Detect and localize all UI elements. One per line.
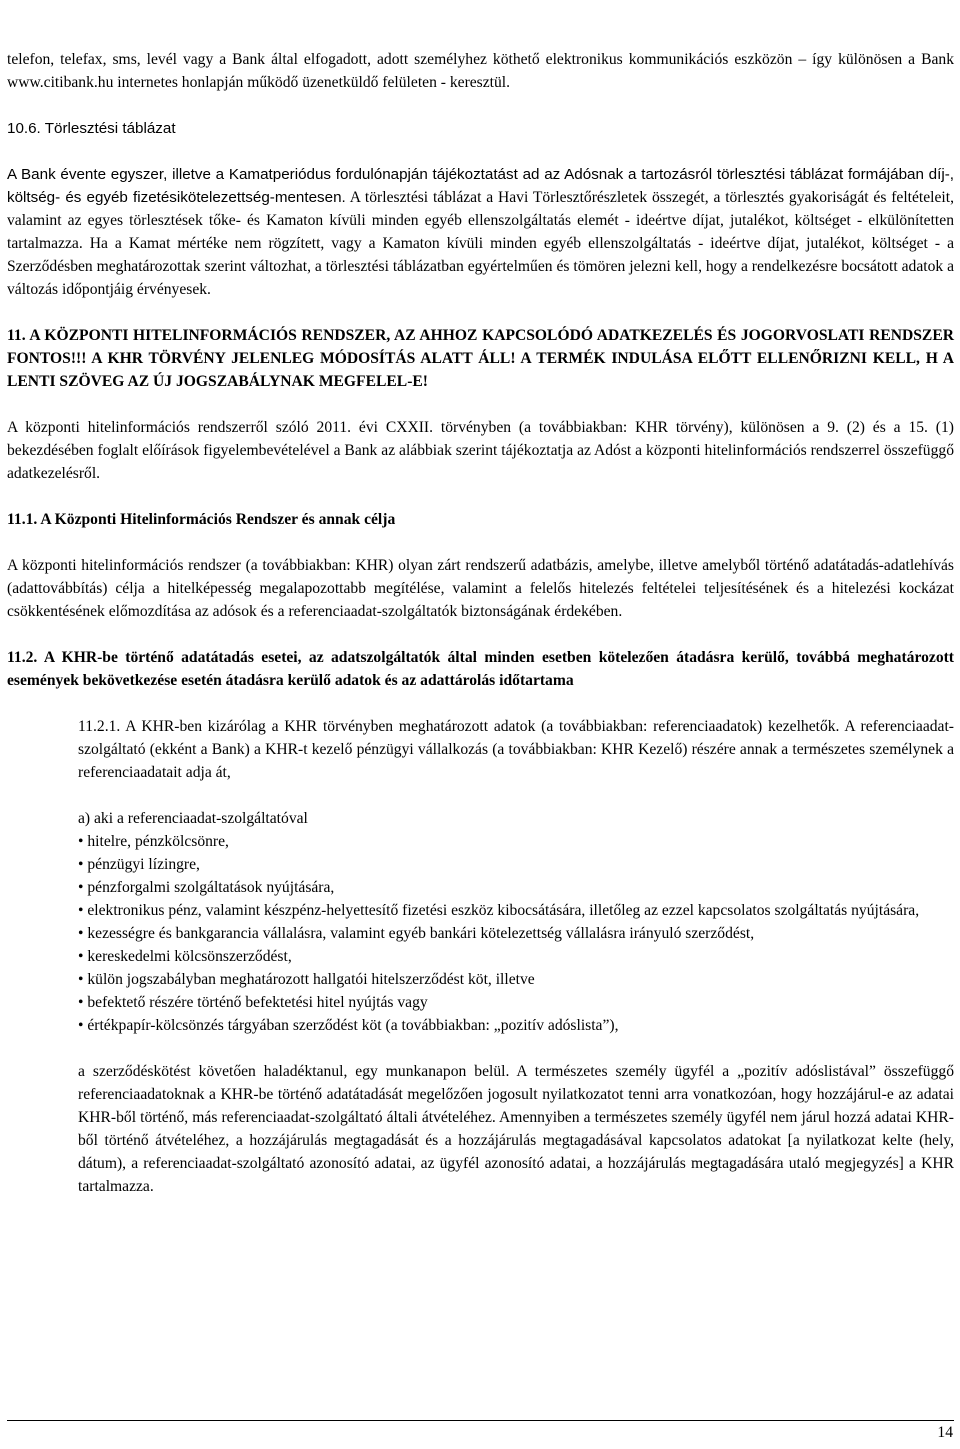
referenceadat-list <box>7 807 954 1037</box>
section-10-6-heading: 10.6. Törlesztési táblázat <box>7 120 176 137</box>
intro-paragraph: telefon, telefax, sms, levél vagy a Bank által elfogadott, adott személyhez köthető elektronikus kommunikációs eszközön – így különösen a Bank www.citibank.hu internetes honlapján működő üzenetküldő felületen - keresztül. <box>7 51 954 91</box>
section-11-heading: 11. A KÖZPONTI HITELINFORMÁCIÓS RENDSZER, AZ AHHOZ KAPCSOLÓDÓ ADATKEZELÉS ÉS JOGORVOSLATI RENDSZER FONTOS!!! A KHR TÖRVÉNY JELENLEG MÓDOSÍTÁS ALATT ÁLL! A TERMÉK INDULÁSA ELŐTT ELLENŐRIZNI KELL, H A LENTI SZÖVEG AZ ÚJ JOGSZABÁLYNAK MEGFELEL-E! <box>7 327 954 390</box>
section-11-1-body: A központi hitelinformációs rendszer (a továbbiakban: KHR) olyan zárt rendszerű adatbázis, amelybe, illetve amelyből történő adatátadás-adatlehívás (adattovábbítás) célja a hitelképesség megalapozottabb megítélése, valamint a felelős hitelezés feltételei teljesítésének és a hitelezési kockázat csökkentésének előmozdítása az adósok és a referenciaadat-szolgáltatók biztonságának érdekében. <box>7 557 954 620</box>
list-item: • elektronikus pénz, valamint készpénz-helyettesítő fizetési eszköz kibocsátására, illetőleg az ezzel kapcsolatos szolgáltatás nyújtására, <box>78 902 920 919</box>
list-item: • pénzügyi lízingre, <box>78 856 200 873</box>
section-11-2-1-closing: a szerződéskötést követően haladéktanul, egy munkanapon belül. A természetes személy ügyfél a „pozitív adóslistával” összefüggő referenciaadatoknak a KHR-be történő adatátadását megelőzően jogosult nyilatkozatot tenni arra vonatkozóan, hogy hozzájárul-e az adatai KHR-ből történő, más referenciaadat-szolgáltató általi átvételéhez. Amennyiben a természetes személy ügyfél nem járul hozzá adatai KHR-ből történő átvételéhez, a hozzájárulás megtagadását és a hozzájárulás megtagadásával kapcsolatos adatokat [a nyilatkozat kelte (hely, dátum), a referenciaadat-szolgáltató azonosító adatai, az ügyfél azonosító adatai, a hozzájárulás megtagadására utaló megjegyzés] a KHR tartalmazza. <box>78 1063 954 1195</box>
page-number: 14 <box>937 1424 953 1441</box>
footer-divider <box>7 1420 954 1421</box>
list-item: • befektető részére történő befektetési hitel nyújtás vagy <box>78 994 428 1011</box>
section-10-6-body <box>7 163 954 301</box>
list-item: • kereskedelmi kölcsönszerződést, <box>78 948 292 965</box>
section-11-2-1-body: 11.2.1. A KHR-ben kizárólag a KHR törvényben meghatározott adatok (a továbbiakban: referenciaadatok) kezelhetők. A referenciaadat-szolgáltató (ekként a Bank) a KHR-t kezelő pénzügyi vállalkozás (a továbbiakban: KHR Kezelő) részére annak a természetes személynek a referenciaadatait adja át, <box>78 718 954 781</box>
list-item: • hitelre, pénzkölcsönre, <box>78 833 229 850</box>
section-10-6-body-part1: A Bank évente egyszer, illetve a Kamatperiódus fordulónapján tájékoztatást ad az Adósnak a tartozásról törlesztési táblázat formájában díj-, költség- és egyéb fizetésikötelezettség-mentesen. <box>7 166 954 206</box>
section-11-intro: A központi hitelinformációs rendszerről szóló 2011. évi CXXII. törvényben (a továbbiakban: KHR törvény), különösen a 9. (2) és a 15. (1) bekezdésében foglalt előírások figyelembevételével a Bank az alábbiak szerint tájékoztatja az Adóst a központi hitelinformációs rendszerrel összefüggő adatkezelésről. <box>7 419 954 482</box>
list-item: • külön jogszabályban meghatározott hallgatói hitelszerződést köt, illetve <box>78 971 535 988</box>
section-10-6-body-part2: A törlesztési táblázat a Havi Törlesztőrészletek összegét, a törlesztés gyakoriságát és feltételeit, valamint az egyes törlesztések tőke- és Kamaton kívüli minden egyéb ellenszolgáltatás elemét - ideértve díjat, jutalékot, költséget - elkülönítetten tartalmazza. Ha a Kamat mértéke nem rögzített, vagy a Kamaton kívüli minden egyéb ellenszolgáltatás - ideértve díjat, jutalékot, költséget - a Szerződésben meghatározottak szerint változhat, a törlesztési táblázatban egyértelműen és tömören jelezni kell, hogy a rendelkezésre bocsátott adatok a változás időpontjáig érvényesek. <box>7 189 954 298</box>
list-item: • értékpapír-kölcsönzés tárgyában szerződést köt (a továbbiakban: „pozitív adóslista”), <box>78 1017 619 1034</box>
list-item: • kezességre és bankgarancia vállalásra, valamint egyéb bankári kötelezettség vállalásra irányuló szerződést, <box>78 925 755 942</box>
section-11-2-heading: 11.2. A KHR-be történő adatátadás esetei, az adatszolgáltatók által minden esetben kötelezően átadásra kerülő, továbbá meghatározott események bekövetkezése esetén átadásra kerülő adatok és az adattárolás időtartama <box>7 649 954 689</box>
section-11-1-heading: 11.1. A Központi Hitelinformációs Rendszer és annak célja <box>7 511 396 528</box>
list-item: • pénzforgalmi szolgáltatások nyújtására, <box>78 879 335 896</box>
list-intro: a) aki a referenciaadat-szolgáltatóval <box>78 810 308 827</box>
